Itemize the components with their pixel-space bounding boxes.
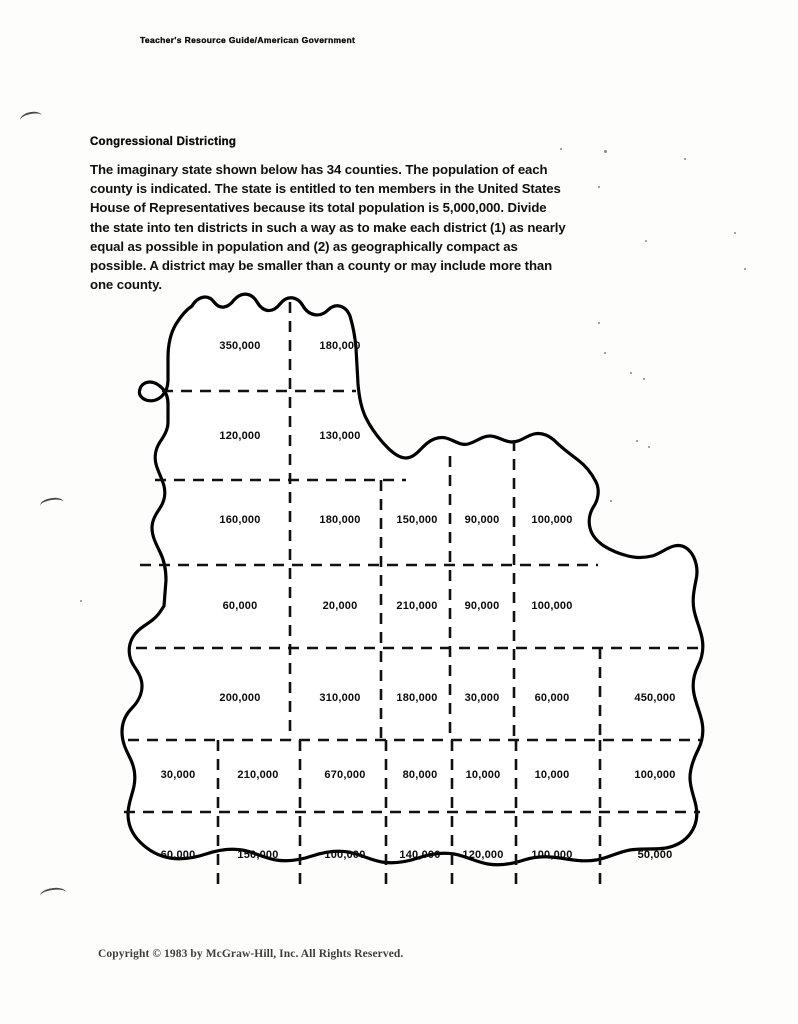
county-label: 30,000 bbox=[160, 768, 196, 781]
scan-speck bbox=[598, 186, 600, 188]
county-label: 450,000 bbox=[634, 691, 676, 704]
county-label: 150,000 bbox=[396, 513, 438, 526]
county-label: 120,000 bbox=[219, 429, 261, 442]
county-label: 150,000 bbox=[237, 848, 279, 861]
county-label: 140,000 bbox=[399, 848, 441, 861]
county-label: 180,000 bbox=[319, 513, 361, 526]
scan-speck bbox=[604, 352, 606, 354]
county-label: 120,000 bbox=[462, 848, 504, 861]
county-label: 10,000 bbox=[534, 768, 570, 781]
scan-speck bbox=[610, 500, 612, 502]
scan-speck bbox=[598, 322, 600, 324]
county-label: 100,000 bbox=[634, 768, 676, 781]
state-map-figure bbox=[100, 288, 760, 918]
scan-speck bbox=[744, 268, 746, 270]
county-label: 180,000 bbox=[319, 339, 361, 352]
county-label: 100,000 bbox=[531, 513, 573, 526]
county-label: 90,000 bbox=[464, 599, 500, 612]
county-label: 160,000 bbox=[219, 513, 261, 526]
county-label: 210,000 bbox=[396, 599, 438, 612]
scan-speck bbox=[166, 404, 168, 406]
county-label: 60,000 bbox=[222, 599, 258, 612]
county-label: 310,000 bbox=[319, 691, 361, 704]
county-label: 90,000 bbox=[464, 513, 500, 526]
scan-speck bbox=[80, 600, 82, 602]
county-label: 60,000 bbox=[160, 848, 196, 861]
running-head: Teacher's Resource Guide/American Government bbox=[140, 35, 356, 45]
scan-artifact bbox=[19, 110, 43, 126]
copyright-notice: Copyright © 1983 by McGraw-Hill, Inc. All Rights Reserved. bbox=[98, 948, 404, 960]
county-label: 100,000 bbox=[531, 599, 573, 612]
county-label: 60,000 bbox=[534, 691, 570, 704]
county-label: 130,000 bbox=[319, 429, 361, 442]
scan-artifact bbox=[39, 496, 65, 512]
county-label: 50,000 bbox=[637, 848, 673, 861]
scan-speck bbox=[560, 148, 562, 150]
scan-speck bbox=[643, 378, 645, 380]
scan-speck bbox=[684, 158, 686, 160]
county-label: 100,000 bbox=[531, 848, 573, 861]
county-label: 10,000 bbox=[465, 768, 501, 781]
county-label: 200,000 bbox=[219, 691, 261, 704]
county-label: 30,000 bbox=[464, 691, 500, 704]
scan-speck bbox=[630, 372, 632, 374]
scan-speck bbox=[604, 150, 607, 153]
instructions-paragraph: The imaginary state shown below has 34 counties. The population of each county is indicated. The state is entitled to ten members in the United States House of Representatives because its total population is 5,000,000. Divide the state into ten districts in such a way as to make each district (1) as nearly equal as possible in population and (2) as geographically compact as possible. A district may be smaller than a county or may include more than one county. bbox=[90, 162, 566, 293]
scan-speck bbox=[648, 446, 650, 448]
scan-speck bbox=[636, 440, 638, 442]
county-label: 100,000 bbox=[324, 848, 366, 861]
county-label: 210,000 bbox=[237, 768, 279, 781]
county-label: 180,000 bbox=[396, 691, 438, 704]
scan-artifact bbox=[39, 886, 66, 902]
scan-speck bbox=[734, 232, 736, 234]
county-label: 80,000 bbox=[402, 768, 438, 781]
scan-speck bbox=[645, 240, 647, 242]
county-label: 350,000 bbox=[219, 339, 261, 352]
county-label: 670,000 bbox=[324, 768, 366, 781]
county-label: 20,000 bbox=[322, 599, 358, 612]
page-title: Congressional Districting bbox=[90, 136, 237, 148]
